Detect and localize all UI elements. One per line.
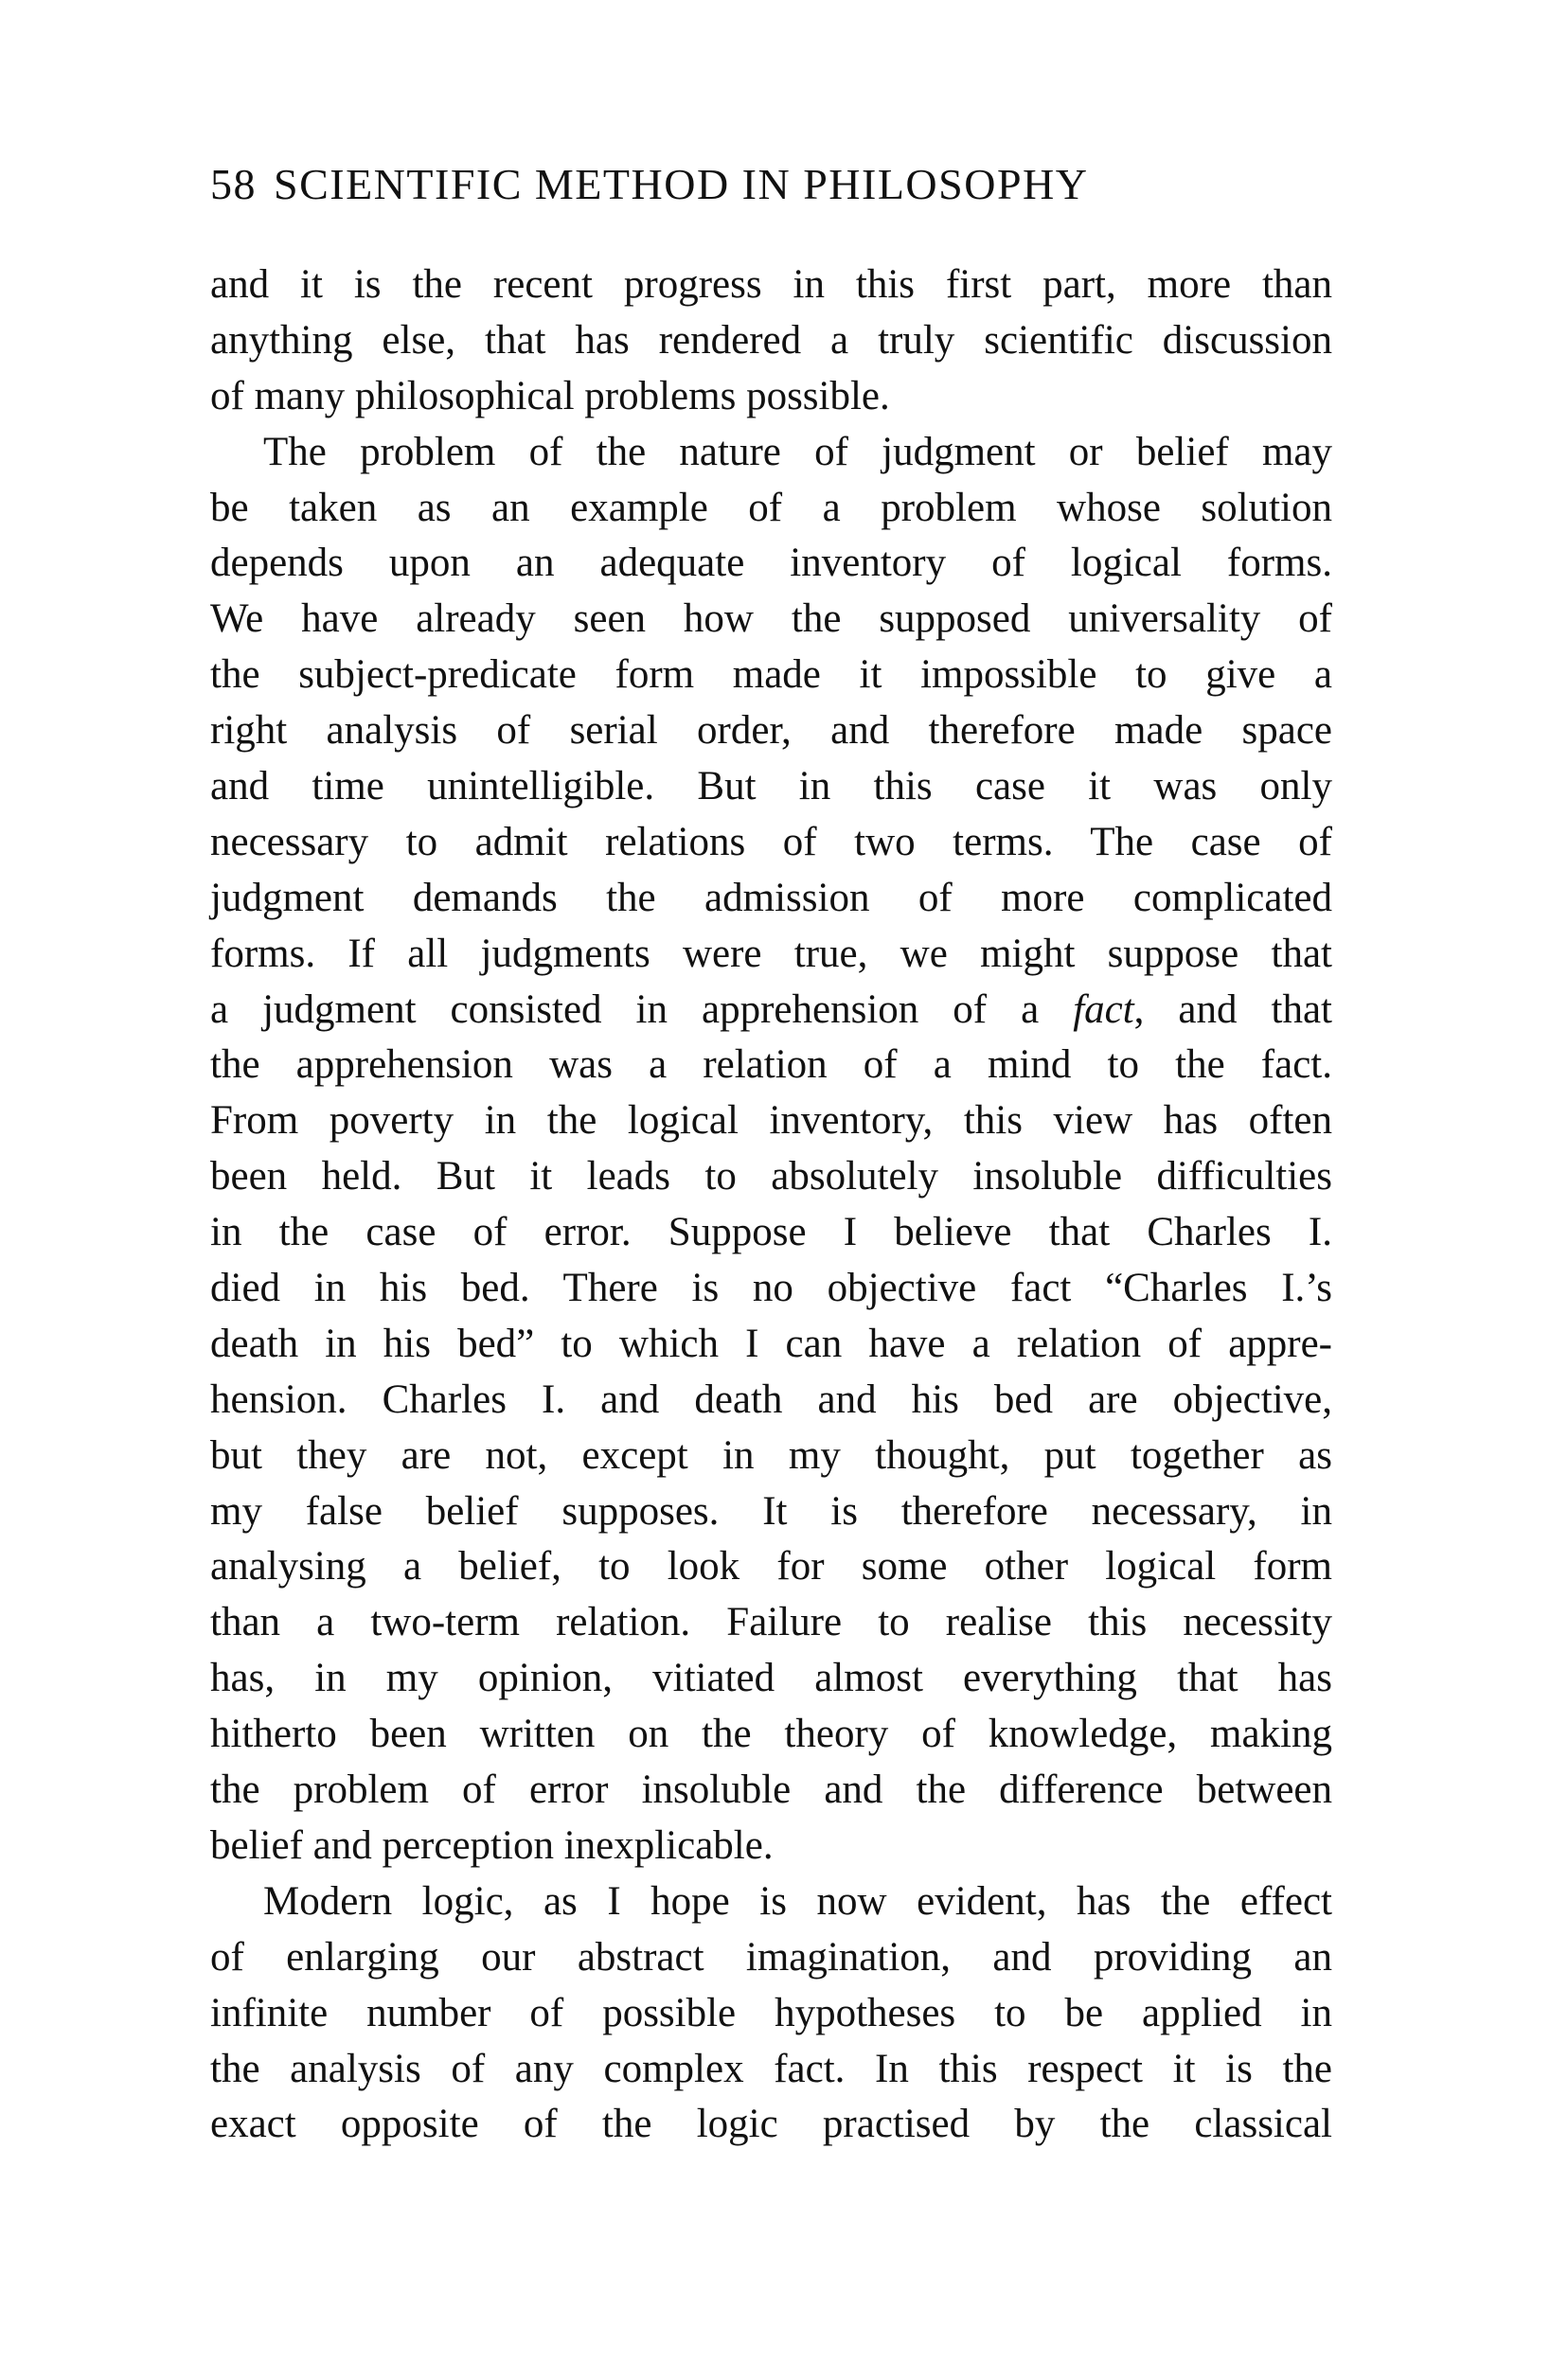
text-line-with-italic <box>210 983 1332 1039</box>
running-title: SCIENTIFIC METHOD IN PHILOSOPHY <box>274 160 1089 208</box>
text-line: hitherto been written on the theory of knowledge, making <box>210 1712 1332 1757</box>
text-line: has, in my opinion, vitiated almost everything that has <box>210 1656 1332 1701</box>
text-line: Modern logic, as I hope is now evident, has the effect <box>263 1878 1332 1924</box>
text-line: From poverty in the logical inventory, this view has often <box>210 1098 1332 1144</box>
text-line: infinite number of possible hypotheses to be applied in <box>210 1990 1332 2035</box>
text-line: We have already seen how the supposed universality of <box>210 596 1332 642</box>
text-line: of many philosophical problems possible. <box>210 373 890 418</box>
text-line: forms. If all judgments were true, we might suppose that <box>210 931 1332 976</box>
text-line: of enlarging our abstract imagination, and providing an <box>210 1934 1332 1980</box>
text-line: died in his bed. There is no objective fact “Charles I.’s <box>210 1266 1332 1311</box>
paragraph-1 <box>210 258 1332 425</box>
text-line: than a two-term relation. Failure to realise this necessity <box>210 1600 1332 1645</box>
text-line: hension. Charles I. and death and his bed are objective, <box>210 1376 1332 1422</box>
text-line: and time unintelligible. But in this case it was only <box>210 764 1332 809</box>
body-text <box>210 258 1332 2153</box>
italic-word: fact <box>1073 986 1134 1032</box>
text-line: belief and perception inexplicable. <box>210 1822 774 1868</box>
text-line: anything else, that has rendered a truly scientific discussion <box>210 317 1332 363</box>
text-line: death in his bed” to which I can have a relation of appre- <box>210 1321 1332 1366</box>
page-number: 58 <box>210 160 257 208</box>
text-line: but they are not, except in my thought, put together as <box>210 1432 1332 1478</box>
text-line: and it is the recent progress in this first part, more than <box>210 262 1332 307</box>
text-line: my false belief supposes. It is therefore necessary, in <box>210 1488 1332 1534</box>
text-segment: , and that <box>1133 986 1332 1032</box>
text-line: be taken as an example of a problem whose solution <box>210 485 1332 530</box>
text-line: the subject-predicate form made it impossible to give a <box>210 652 1332 698</box>
text-line: necessary to admit relations of two terms. The case of <box>210 819 1332 864</box>
text-line: the apprehension was a relation of a mind to the fact. <box>210 1042 1332 1088</box>
text-line: the problem of error insoluble and the difference between <box>210 1767 1332 1813</box>
text-line: been held. But it leads to absolutely insoluble difficulties <box>210 1154 1332 1199</box>
text-line: judgment demands the admission of more complicated <box>210 875 1332 920</box>
paragraph-3 <box>210 1874 1332 2153</box>
text-line: the analysis of any complex fact. In this respect it is the <box>210 2046 1332 2091</box>
text-line: The problem of the nature of judgment or belief may <box>263 429 1332 474</box>
running-head <box>210 159 1332 209</box>
text-line: exact opposite of the logic practised by the classical <box>210 2102 1332 2147</box>
text-segment: a judgment consisted in apprehension of a <box>210 986 1074 1032</box>
text-line: in the case of error. Suppose I believe that Charles I. <box>210 1210 1332 1255</box>
text-line: depends upon an adequate inventory of logical forms. <box>210 541 1332 586</box>
text-line: right analysis of serial order, and therefore made space <box>210 708 1332 754</box>
paragraph-2 <box>210 425 1332 1874</box>
text-line: analysing a belief, to look for some other logical form <box>210 1544 1332 1590</box>
